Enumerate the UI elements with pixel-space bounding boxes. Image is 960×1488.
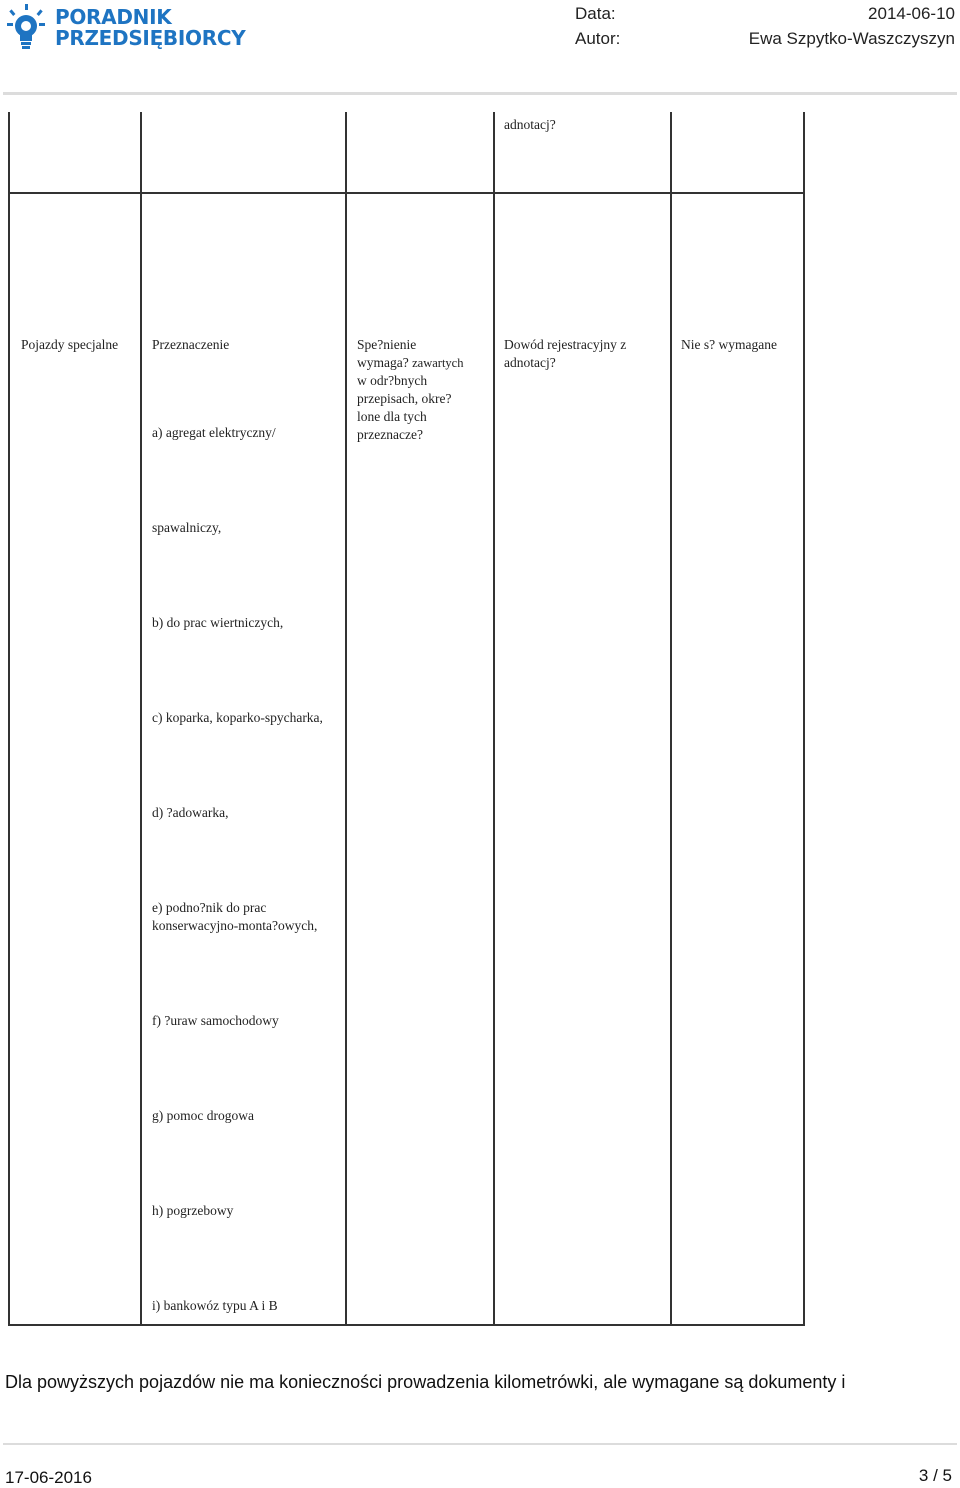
logo-text <box>55 7 245 49</box>
vehicle-table <box>8 112 805 1326</box>
list-item: c) koparka, koparko-spycharka, <box>152 710 323 725</box>
requirement-line2a: wymaga? <box>357 355 409 370</box>
table-cell <box>346 112 494 193</box>
header-meta-labels <box>575 1 620 51</box>
table-cell <box>141 193 346 1325</box>
logo-line2: PRZEDSIĘBIORCY <box>55 26 246 50</box>
header-meta-values <box>749 1 955 51</box>
purpose-heading: Przeznaczenie <box>152 337 230 352</box>
table-row <box>9 193 804 1325</box>
vehicle-type: Pojazdy specjalne <box>21 337 119 352</box>
logo-line1: PORADNIK <box>55 5 172 29</box>
table-cell <box>494 112 671 193</box>
table-cell <box>9 112 141 193</box>
note-text: Dla powyższych pojazdów nie ma konieczności prowadzenia kilometrówki, ale wymagane są dokumenty i <box>5 1372 846 1392</box>
requirement-cell <box>347 194 493 444</box>
lightbulb-icon <box>7 4 45 52</box>
purpose-list <box>152 424 345 1315</box>
page-number: 3 / 5 <box>918 1466 952 1485</box>
header-divider <box>3 92 957 95</box>
list-item: g) pomoc drogowa <box>152 1108 254 1123</box>
requirement-rest: w odr?bnych przepisach, okre?lone dla tych przeznacze? <box>357 373 452 442</box>
required-cell: Nie s? wymagane <box>681 337 777 352</box>
table-row <box>9 112 804 193</box>
list-item: spawalniczy, <box>152 520 222 535</box>
list-item: d) ?adowarka, <box>152 805 229 820</box>
table-cell <box>671 193 804 1325</box>
list-item: h) pogrzebowy <box>152 1203 234 1218</box>
footer-divider <box>3 1443 957 1445</box>
footer-date: 17-06-2016 <box>5 1468 92 1487</box>
date-label: Data: <box>575 4 616 23</box>
purpose-cell <box>142 194 345 1315</box>
requirement-line2b: zawartych <box>412 356 464 370</box>
author-value: Ewa Szpytko-Waszczyszyn <box>748 29 955 48</box>
requirement-line2 <box>357 354 493 372</box>
date-value: 2014-06-10 <box>868 4 955 23</box>
cell-text: adnotacj? <box>504 117 556 132</box>
author-label: Autor: <box>575 29 621 48</box>
table-cell <box>671 112 804 193</box>
list-item: a) agregat elektryczny/ <box>152 425 276 440</box>
list-item: i) bankowóz typu A i B <box>152 1298 278 1313</box>
document-cell: Dowód rejestracyjny z adnotacj? <box>504 337 627 370</box>
list-item: e) podno?nik do prac konserwacyjno-monta?owych, <box>152 900 318 933</box>
list-item: b) do prac wiertniczych, <box>152 615 284 630</box>
table-cell <box>9 193 141 1325</box>
table-cell <box>494 193 671 1325</box>
requirement-line1: Spe?nienie <box>357 337 417 352</box>
table-cell <box>346 193 494 1325</box>
list-item: f) ?uraw samochodowy <box>152 1013 279 1028</box>
logo <box>7 4 245 52</box>
table-cell <box>141 112 346 193</box>
